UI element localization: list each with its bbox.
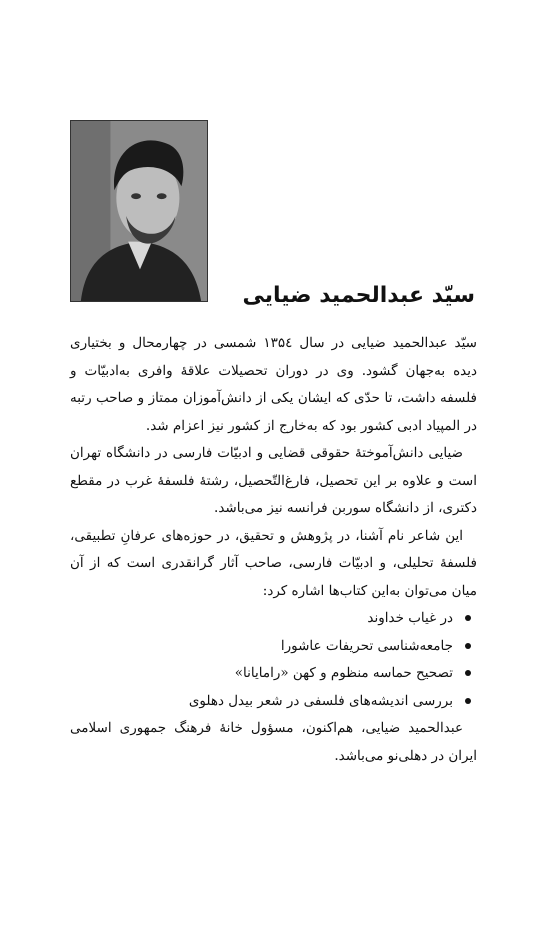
portrait-image (71, 121, 207, 301)
bullet-icon (465, 698, 471, 704)
closing-paragraph: عبدالحمید ضیایی، هم‌اکنون، مسؤول خانهٔ فرهنگ جمهوری اسلامی ایران در دهلی‌نو می‌باشد. (70, 720, 477, 764)
list-item: جامعه‌شناسی تحریفات عاشورا (70, 633, 453, 661)
list-item: بررسی اندیشه‌های فلسفی در شعر بیدل دهلوی (70, 688, 453, 716)
author-photo (70, 120, 208, 302)
paragraph-3: این شاعر نام آشنا، در پژوهش و تحقیق، در حوزه‌های عرفانِ تطبیقی، فلسفهٔ تحلیلی، و ادبیّات فارسی، صاحب آثار گرانقدری است که از آن میان می‌توان به‌این کتاب‌ها اشاره کرد: (70, 527, 477, 599)
list-item: تصحیح حماسه منظوم و کهن «رامایانا» (70, 660, 453, 688)
bullet-icon (465, 615, 471, 621)
books-list (70, 605, 477, 715)
author-name-heading: سیّد عبدالحمید ضیایی (242, 283, 475, 308)
paragraph-1: سیّد عبدالحمید ضیایی در سال ۱۳۵٤ شمسی در چهارمحال و بختیاری دیده به‌جهان گشود. وی در دوران تحصیلات علاقهٔ وافری به‌ادبیّات و فلسفه داشت، تا حدّی که ایشان یکی از دانش‌آموزان ممتاز و صاحب رتبه در المپیاد ادبی کشور بود که به‌خارج از کشور نیز اعزام شد. (70, 335, 477, 434)
list-item: در غیاب خداوند (70, 605, 453, 633)
bullet-icon (465, 670, 471, 676)
biography-text (70, 330, 477, 770)
paragraph-2: ضیایی دانش‌آموختهٔ حقوقی قضایی و ادبیّات فارسی در دانشگاه تهران است و علاوه بر این تحصیل، فارغ‌التّحصیل، رشتهٔ فلسفهٔ غرب در مقطع دکتری، از دانشگاه سوربن فرانسه نیز می‌باشد. (70, 445, 477, 516)
bullet-icon (465, 643, 471, 649)
